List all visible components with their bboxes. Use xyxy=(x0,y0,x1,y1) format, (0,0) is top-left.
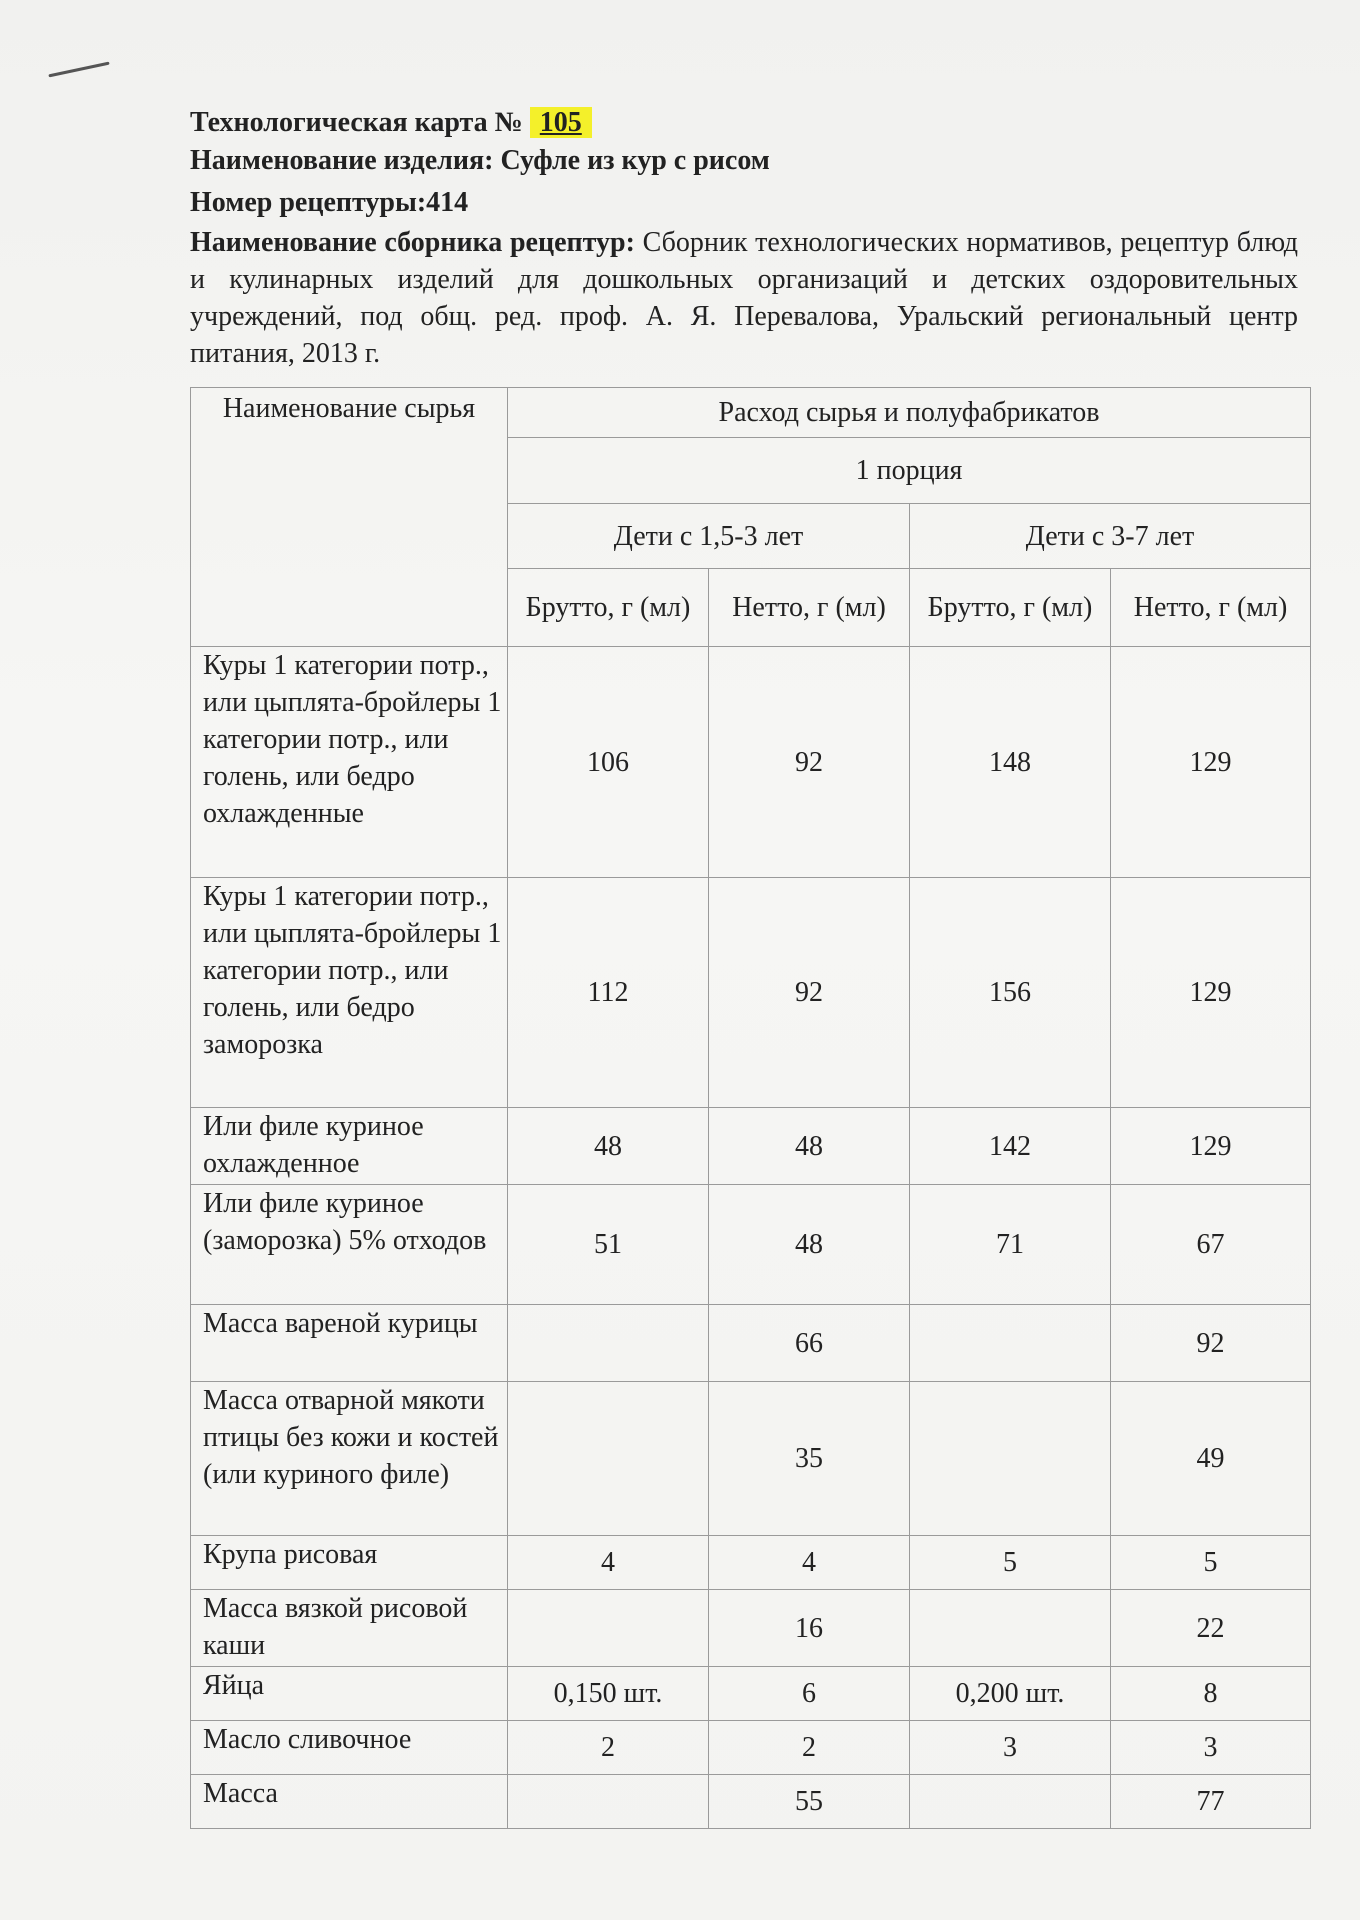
cell-value xyxy=(508,1590,709,1667)
cell-value: 0,200 шт. xyxy=(910,1667,1111,1721)
card-title xyxy=(190,104,1298,142)
cell-value: 148 xyxy=(910,647,1111,878)
cell-value: 5 xyxy=(910,1536,1111,1590)
cell-value: 3 xyxy=(910,1721,1111,1775)
cell-value: 4 xyxy=(508,1536,709,1590)
cell-value: 22 xyxy=(1111,1590,1311,1667)
collection-label: Наименование сборника рецептур: xyxy=(190,227,635,258)
cell-value xyxy=(910,1775,1111,1829)
card-number: 105 xyxy=(530,107,592,138)
ingredient-name: Масса отварной мякоти птицы без кожи и костей (или куриного филе) xyxy=(191,1382,508,1536)
ingredient-name: Или филе куриное (заморозка) 5% отходов xyxy=(191,1185,508,1305)
cell-value: 2 xyxy=(709,1721,910,1775)
cell-value: 156 xyxy=(910,878,1111,1108)
cell-value: 48 xyxy=(709,1185,910,1305)
ingredient-name: Яйца xyxy=(191,1667,508,1721)
table-row xyxy=(191,1590,1311,1667)
table-row xyxy=(191,647,1311,878)
ingredient-name: Куры 1 категории потр., или цыплята-бройлеры 1 категории потр., или голень, или бедро заморозка xyxy=(191,878,508,1108)
cell-value: 2 xyxy=(508,1721,709,1775)
cell-value: 0,150 шт. xyxy=(508,1667,709,1721)
header-portion: 1 порция xyxy=(508,438,1311,504)
header-group: Дети с 3-7 лет xyxy=(910,504,1311,569)
header-column: Брутто, г (мл) xyxy=(508,569,709,647)
table-row xyxy=(191,1775,1311,1829)
ingredient-name: Масло сливочное xyxy=(191,1721,508,1775)
recipe-number: Номер рецептуры:414 xyxy=(190,187,469,218)
cell-value xyxy=(508,1382,709,1536)
table-row xyxy=(191,1305,1311,1382)
cell-value: 92 xyxy=(709,878,910,1108)
header-group: Дети с 1,5-3 лет xyxy=(508,504,910,569)
cell-value: 71 xyxy=(910,1185,1111,1305)
cell-value xyxy=(508,1775,709,1829)
cell-value: 35 xyxy=(709,1382,910,1536)
header-column: Нетто, г (мл) xyxy=(1111,569,1311,647)
table-row xyxy=(191,1667,1311,1721)
cell-value: 5 xyxy=(1111,1536,1311,1590)
header-consumption: Расход сырья и полуфабрикатов xyxy=(508,388,1311,438)
ingredient-name: Масса вареной курицы xyxy=(191,1305,508,1382)
recipe-collection xyxy=(190,224,1298,372)
ingredient-name: Масса вязкой рисовой каши xyxy=(191,1590,508,1667)
document-header xyxy=(190,104,1298,372)
ingredient-name: Крупа рисовая xyxy=(191,1536,508,1590)
cell-value: 6 xyxy=(709,1667,910,1721)
table-row xyxy=(191,1536,1311,1590)
cell-value: 51 xyxy=(508,1185,709,1305)
ingredient-name: Масса xyxy=(191,1775,508,1829)
cell-value: 55 xyxy=(709,1775,910,1829)
cell-value: 3 xyxy=(1111,1721,1311,1775)
cell-value: 112 xyxy=(508,878,709,1108)
table-row xyxy=(191,878,1311,1108)
cell-value: 142 xyxy=(910,1108,1111,1185)
cell-value: 77 xyxy=(1111,1775,1311,1829)
cell-value: 48 xyxy=(508,1108,709,1185)
cell-value xyxy=(910,1305,1111,1382)
pen-mark xyxy=(48,62,109,78)
card-label: Технологическая карта № xyxy=(190,107,523,138)
cell-value xyxy=(910,1590,1111,1667)
header-column: Брутто, г (мл) xyxy=(910,569,1111,647)
collection-text: Сборник технологических нормативов, рецептур блюд и кулинарных изделий для дошкольных организаций и детских оздоровительных учреждений, под общ. ред. проф. А. Я. Перевалова, Уральский региональный центр питания, 2013 г. xyxy=(190,227,1298,369)
recipe-table xyxy=(190,387,1311,1829)
cell-value: 8 xyxy=(1111,1667,1311,1721)
cell-value xyxy=(910,1382,1111,1536)
cell-value: 92 xyxy=(1111,1305,1311,1382)
cell-value: 92 xyxy=(709,647,910,878)
table-row xyxy=(191,1108,1311,1185)
ingredient-name: Или филе куриное охлажденное xyxy=(191,1108,508,1185)
cell-value: 129 xyxy=(1111,878,1311,1108)
product-name: Наименование изделия: Суфле из кур с рисом xyxy=(190,145,770,176)
table-row xyxy=(191,1382,1311,1536)
cell-value: 16 xyxy=(709,1590,910,1667)
cell-value: 48 xyxy=(709,1108,910,1185)
cell-value: 106 xyxy=(508,647,709,878)
cell-value: 67 xyxy=(1111,1185,1311,1305)
header-column: Нетто, г (мл) xyxy=(709,569,910,647)
table-row xyxy=(191,1721,1311,1775)
cell-value: 129 xyxy=(1111,1108,1311,1185)
cell-value xyxy=(508,1305,709,1382)
ingredient-name: Куры 1 категории потр., или цыплята-бройлеры 1 категории потр., или голень, или бедро охлажденные xyxy=(191,647,508,878)
table-row xyxy=(191,1185,1311,1305)
cell-value: 4 xyxy=(709,1536,910,1590)
header-name: Наименование сырья xyxy=(191,388,508,647)
cell-value: 49 xyxy=(1111,1382,1311,1536)
cell-value: 129 xyxy=(1111,647,1311,878)
cell-value: 66 xyxy=(709,1305,910,1382)
